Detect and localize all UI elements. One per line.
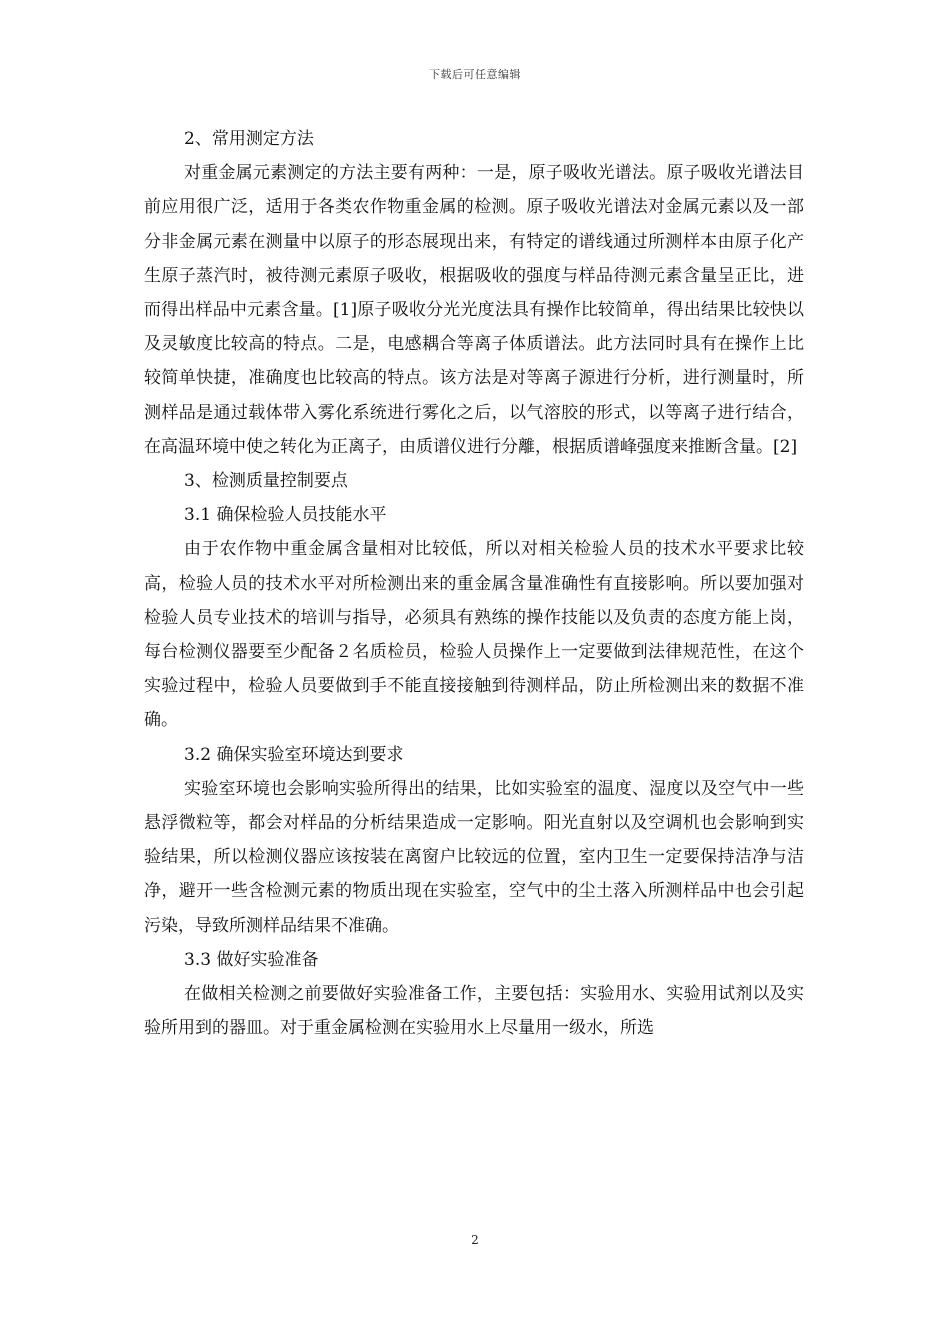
- subsection-heading-3-3: 3.3 做好实验准备: [184, 949, 319, 970]
- page-header: 下载后可任意编辑: [429, 68, 521, 81]
- subsection-heading-3-2: 3.2 确保实验室环境达到要求: [184, 744, 404, 765]
- subsection-heading-3-1: 3.1 确保检验人员技能水平: [184, 505, 387, 526]
- document-body: [144, 122, 804, 1045]
- section-heading-methods: 2、常用测定方法: [184, 129, 314, 149]
- page-number: 2: [471, 1233, 479, 1247]
- paragraph-methods: 对重金属元素测定的方法主要有两种：一是，原子吸收光谱法。原子吸收光谱法目前应用很广泛，适用于各类农作物重金属的检测。原子吸收光谱法对金属元素以及一部分非金属元素在测量中以原子的形态展现出来，有特定的谱线通过所测样本由原子化产生原子蒸汽时，被待测元素原子吸收，根据吸收的强度与样品待测元素含量呈正比，进而得出样品中元素含量。[1]原子吸收分光光度法具有操作比较简单，得出结果比较快以及灵敏度比较高的特点。二是，电感耦合等离子体质谱法。此方法同时具有在操作上比较简单快捷，准确度也比较高的特点。该方法是对等离子源进行分析，进行测量时，所测样品是通过载体带入雾化系统进行雾化之后，以气溶胶的形式，以等离子进行结合，在高温环境中使之转化为正离子，由质谱仪进行分離，根据质谱峰强度来推断含量。[2]: [144, 163, 804, 457]
- paragraph-3-1: 由于农作物中重金属含量相对比较低，所以对相关检验人员的技术水平要求比较高，检验人员的技术水平对所检测出来的重金属含量准确性有直接影响。所以要加强对检验人员专业技术的培训与指导，必须具有熟练的操作技能以及负责的态度方能上岗，每台检测仪器要至少配备２名质检员，检验人员操作上一定要做到法律规范性，在这个实验过程中，检验人员要做到手不能直接接触到待测样品，防止所检测出来的数据不准确。: [144, 539, 804, 731]
- section-heading-quality-control: 3、检测质量控制要点: [184, 471, 348, 492]
- paragraph-3-3: 在做相关检测之前要做好实验准备工作，主要包括：实验用水、实验用试剂以及实验所用到的器皿。对于重金属检测在实验用水上尽量用一级水，所选: [144, 984, 804, 1039]
- paragraph-3-2: 实验室环境也会影响实验所得出的结果，比如实验室的温度、湿度以及空气中一些悬浮微粒等，都会对样品的分析结果造成一定影响。阳光直射以及空调机也会影响到实验结果，所以检测仪器应该按装在离窗户比较远的位置，室内卫生一定要保持洁净与洁净，避开一些含检测元素的物质出现在实验室，空气中的尘土落入所测样品中也会引起污染，导致所测样品结果不准确。: [144, 778, 804, 936]
